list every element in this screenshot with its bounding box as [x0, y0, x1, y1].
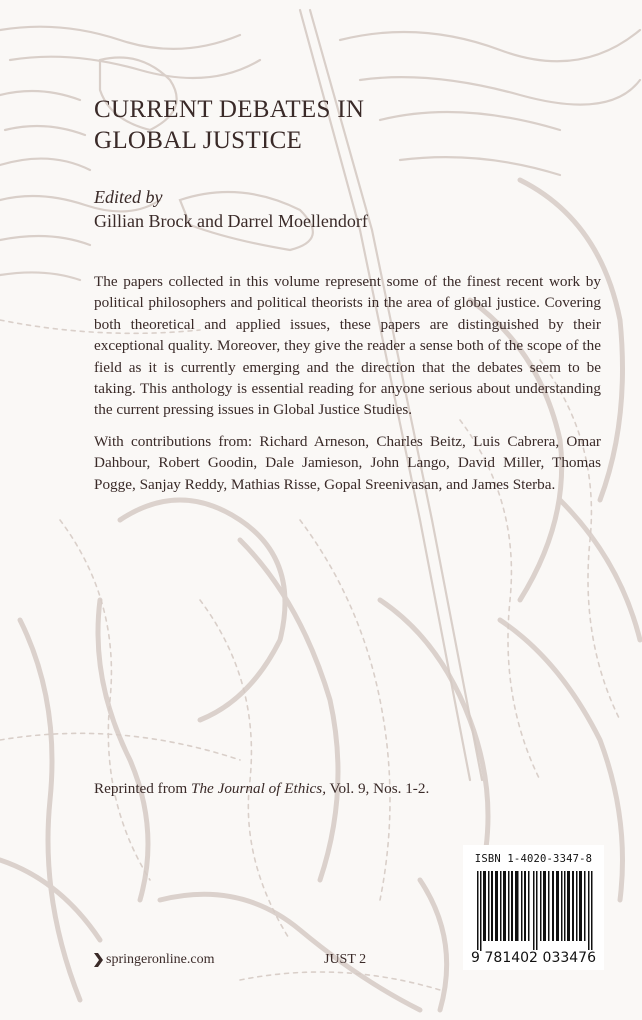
- barcode-group-1: 781402: [484, 950, 538, 966]
- title-line-2: GLOBAL JUSTICE: [94, 127, 303, 154]
- contributors-paragraph: With contributions from: Richard Arneson, Charles Beitz, Luis Cabrera, Omar Dahbour, Robert Goodin, Dale Jamieson, John Lango, David Miller, Thomas Pogge, Sanjay Reddy, Mathias Risse, Gopal Sreenivasan, and James Sterba.: [94, 433, 601, 493]
- title-line-1: CURRENT DEBATES IN: [94, 96, 365, 123]
- publisher-url[interactable]: springeronline.com: [106, 952, 215, 967]
- chevron-right-icon: [94, 953, 103, 967]
- reprint-suffix: Vol. 9, Nos. 1-2.: [326, 780, 430, 797]
- journal-title: The Journal of Ethics,: [191, 780, 327, 797]
- book-title: [94, 94, 364, 156]
- edited-by-label: Edited by: [94, 187, 163, 207]
- barcode-lead-digit: 9: [471, 950, 480, 966]
- isbn-barcode: [463, 845, 604, 970]
- editor-names: Gillian Brock and Darrel Moellendorf: [94, 211, 368, 231]
- reprint-prefix: Reprinted from: [94, 780, 192, 797]
- barcode-digits: [463, 950, 604, 966]
- description-paragraph: The papers collected in this volume represent some of the finest recent work by political philosophers and political theorists in the area of global justice. Covering both theoretical and applied issues, these papers are distinguished by their exceptional quality. Moreover, they give the reader a sense both of the scope of the field as it is currently emerging and the direction that the debates seem to be taking. This anthology is essential reading for anyone serious about understanding the current pressing issues in Global Justice Studies.: [94, 273, 601, 419]
- barcode-bars: [477, 871, 593, 951]
- barcode-group-2: 033476: [542, 950, 596, 966]
- publisher-link[interactable]: [94, 951, 214, 969]
- isbn-label: ISBN 1-4020-3347-8: [474, 853, 593, 865]
- editors-block: [94, 185, 368, 233]
- series-code: JUST 2: [324, 952, 367, 967]
- reprint-notice: [94, 779, 429, 799]
